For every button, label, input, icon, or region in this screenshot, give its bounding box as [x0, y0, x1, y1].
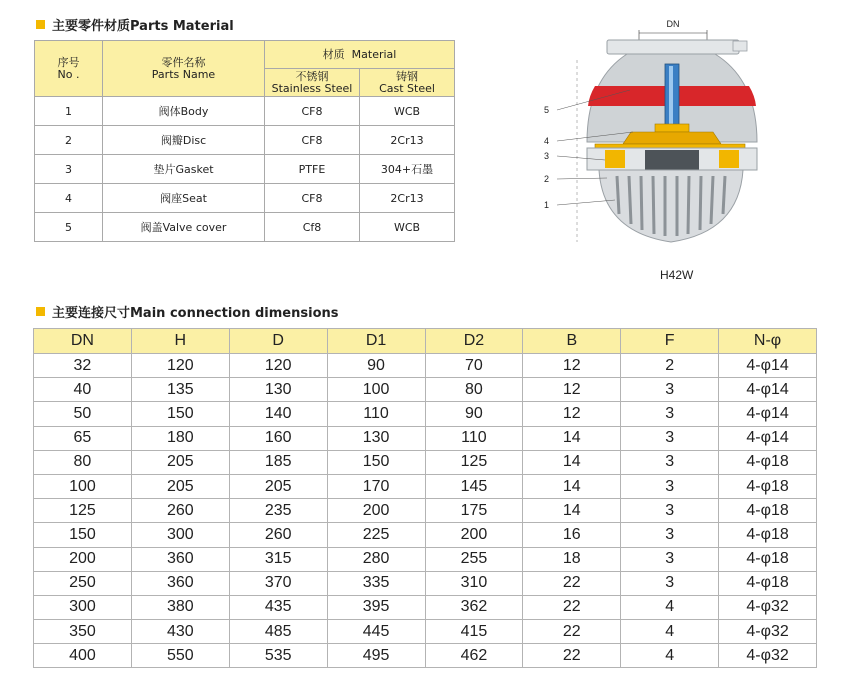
dims-cell: 12 — [523, 378, 621, 402]
dims-cell: 100 — [327, 378, 425, 402]
table-row — [34, 474, 817, 498]
cell-cast: 2Cr13 — [360, 184, 455, 213]
cell-part-name: 阀体Body — [103, 97, 265, 126]
dims-cell: 435 — [229, 595, 327, 619]
dims-cell: 370 — [229, 571, 327, 595]
table-row — [34, 620, 817, 644]
dims-cell: 4-φ18 — [719, 547, 817, 571]
dims-cell: 125 — [425, 450, 523, 474]
header-cast — [360, 69, 455, 97]
callout-number: 2 — [544, 174, 550, 184]
dims-table-body — [34, 354, 817, 668]
cell-stainless: CF8 — [265, 126, 360, 155]
bullet-square-icon — [36, 20, 45, 29]
callout-number: 3 — [544, 151, 550, 161]
table-row — [34, 644, 817, 668]
dims-cell: 4-φ14 — [719, 402, 817, 426]
cell-stainless: PTFE — [265, 155, 360, 184]
table-row — [35, 213, 455, 242]
dims-cell: 120 — [229, 354, 327, 378]
dims-cell: 90 — [327, 354, 425, 378]
dims-cell: 170 — [327, 474, 425, 498]
dims-cell: 140 — [229, 402, 327, 426]
dims-header-cell: F — [621, 329, 719, 354]
dims-cell: 110 — [327, 402, 425, 426]
dims-cell: 110 — [425, 426, 523, 450]
top-flange — [607, 40, 739, 54]
dimensions-table — [33, 328, 817, 668]
dims-cell: 4-φ14 — [719, 378, 817, 402]
dims-cell: 3 — [621, 499, 719, 523]
dims-header-cell: H — [131, 329, 229, 354]
cell-part-name: 阀瓣Disc — [103, 126, 265, 155]
dims-cell: 250 — [34, 571, 132, 595]
dims-cell: 175 — [425, 499, 523, 523]
dims-cell: 100 — [34, 474, 132, 498]
dims-cell: 40 — [34, 378, 132, 402]
header-cs-cn: 铸钢 — [396, 69, 418, 83]
dims-cell: 200 — [34, 547, 132, 571]
dn-label: DN — [666, 19, 680, 29]
table-row — [34, 402, 817, 426]
dims-cell: 32 — [34, 354, 132, 378]
dims-cell: 300 — [131, 523, 229, 547]
dims-cell: 80 — [34, 450, 132, 474]
dims-cell: 3 — [621, 547, 719, 571]
dims-cell: 160 — [229, 426, 327, 450]
header-part-name — [103, 41, 265, 97]
dims-header-row — [34, 329, 817, 354]
header-material: 材质 Material — [265, 41, 455, 69]
dims-cell: 350 — [34, 620, 132, 644]
table-row — [34, 499, 817, 523]
header-ss-en: Stainless Steel — [271, 81, 353, 95]
dims-cell: 485 — [229, 620, 327, 644]
cell-stainless: CF8 — [265, 184, 360, 213]
dims-cell: 150 — [131, 402, 229, 426]
table-row — [34, 450, 817, 474]
cell-no: 5 — [35, 213, 103, 242]
dims-cell: 14 — [523, 426, 621, 450]
dims-cell: 4-φ18 — [719, 499, 817, 523]
parts-table-body — [35, 97, 455, 242]
dims-cell: 4-φ18 — [719, 450, 817, 474]
dims-cell: 550 — [131, 644, 229, 668]
callout-number: 1 — [544, 200, 550, 210]
cell-cast: 304+石墨 — [360, 155, 455, 184]
dims-cell: 200 — [327, 499, 425, 523]
table-row — [35, 184, 455, 213]
dims-header-cell: D2 — [425, 329, 523, 354]
table-row — [34, 571, 817, 595]
header-no-en: No . — [57, 67, 80, 81]
table-row — [35, 97, 455, 126]
dims-cell: 380 — [131, 595, 229, 619]
header-no — [35, 41, 103, 97]
dims-cell: 65 — [34, 426, 132, 450]
dims-cell: 360 — [131, 547, 229, 571]
parts-title-text: 主要零件材质Parts Material — [52, 19, 234, 34]
dims-cell: 200 — [425, 523, 523, 547]
header-name-cn: 零件名称 — [161, 55, 206, 69]
dims-header-cell: DN — [34, 329, 132, 354]
cell-stainless: CF8 — [265, 97, 360, 126]
table-row — [34, 354, 817, 378]
cell-cast: WCB — [360, 97, 455, 126]
dims-cell: 14 — [523, 450, 621, 474]
dims-cell: 50 — [34, 402, 132, 426]
dims-cell: 462 — [425, 644, 523, 668]
dims-cell: 4-φ18 — [719, 474, 817, 498]
dims-cell: 4 — [621, 620, 719, 644]
cell-cast: WCB — [360, 213, 455, 242]
dims-cell: 120 — [131, 354, 229, 378]
dims-cell: 3 — [621, 378, 719, 402]
strainer-basket — [599, 170, 743, 242]
table-row — [34, 378, 817, 402]
dims-cell: 130 — [327, 426, 425, 450]
cell-no: 1 — [35, 97, 103, 126]
header-cs-en: Cast Steel — [379, 81, 435, 95]
dims-cell: 205 — [131, 474, 229, 498]
dims-cell: 495 — [327, 644, 425, 668]
cell-part-name: 阀盖Valve cover — [103, 213, 265, 242]
valve-diagram — [535, 10, 805, 290]
table-row — [34, 426, 817, 450]
dims-cell: 4-φ32 — [719, 595, 817, 619]
cell-part-name: 垫片Gasket — [103, 155, 265, 184]
dims-cell: 14 — [523, 499, 621, 523]
dims-cell: 135 — [131, 378, 229, 402]
dims-cell: 70 — [425, 354, 523, 378]
dims-cell: 4 — [621, 644, 719, 668]
dims-cell: 310 — [425, 571, 523, 595]
dims-cell: 4 — [621, 595, 719, 619]
dims-header-cell: D — [229, 329, 327, 354]
dims-cell: 4-φ18 — [719, 571, 817, 595]
dims-cell: 185 — [229, 450, 327, 474]
dims-cell: 16 — [523, 523, 621, 547]
cell-no: 3 — [35, 155, 103, 184]
dims-cell: 315 — [229, 547, 327, 571]
table-row — [34, 547, 817, 571]
dims-cell: 180 — [131, 426, 229, 450]
dims-cell: 4-φ14 — [719, 354, 817, 378]
dims-cell: 395 — [327, 595, 425, 619]
dims-cell: 400 — [34, 644, 132, 668]
callout-number: 4 — [544, 136, 550, 146]
dims-cell: 125 — [34, 499, 132, 523]
dims-cell: 300 — [34, 595, 132, 619]
dims-cell: 4-φ18 — [719, 523, 817, 547]
dims-cell: 12 — [523, 354, 621, 378]
dims-header-cell: N-φ — [719, 329, 817, 354]
cell-no: 4 — [35, 184, 103, 213]
cell-part-name: 阀座Seat — [103, 184, 265, 213]
dims-cell: 150 — [327, 450, 425, 474]
table-row — [35, 126, 455, 155]
dims-cell: 4-φ32 — [719, 644, 817, 668]
dims-cell: 225 — [327, 523, 425, 547]
dims-cell: 3 — [621, 450, 719, 474]
dims-cell: 205 — [131, 450, 229, 474]
dims-cell: 235 — [229, 499, 327, 523]
dims-cell: 260 — [229, 523, 327, 547]
dims-header-cell: D1 — [327, 329, 425, 354]
dims-header-cell: B — [523, 329, 621, 354]
dims-cell: 3 — [621, 571, 719, 595]
dims-cell: 415 — [425, 620, 523, 644]
cell-no: 2 — [35, 126, 103, 155]
dims-cell: 260 — [131, 499, 229, 523]
dims-cell: 362 — [425, 595, 523, 619]
table-row — [35, 155, 455, 184]
dims-cell: 280 — [327, 547, 425, 571]
dims-cell: 430 — [131, 620, 229, 644]
dims-cell: 12 — [523, 402, 621, 426]
callout-number: 5 — [544, 105, 550, 115]
dims-cell: 255 — [425, 547, 523, 571]
dims-cell: 80 — [425, 378, 523, 402]
callout-leader-line — [557, 200, 615, 205]
dims-cell: 22 — [523, 571, 621, 595]
dims-cell: 145 — [425, 474, 523, 498]
dims-cell: 22 — [523, 620, 621, 644]
dims-cell: 22 — [523, 595, 621, 619]
cell-stainless: Cf8 — [265, 213, 360, 242]
bullet-square-icon — [36, 307, 45, 316]
dims-cell: 205 — [229, 474, 327, 498]
dims-cell: 445 — [327, 620, 425, 644]
dims-cell: 2 — [621, 354, 719, 378]
table-row — [34, 523, 817, 547]
dims-cell: 4-φ32 — [719, 620, 817, 644]
parts-material-table — [34, 40, 455, 242]
dims-cell: 22 — [523, 644, 621, 668]
dims-title-text: 主要连接尺寸Main connection dimensions — [52, 306, 339, 321]
dims-cell: 3 — [621, 426, 719, 450]
header-no-cn: 序号 — [57, 55, 80, 69]
dims-cell: 3 — [621, 474, 719, 498]
dims-cell: 18 — [523, 547, 621, 571]
header-name-en: Parts Name — [151, 67, 216, 81]
parts-section-title — [36, 15, 234, 34]
cell-cast: 2Cr13 — [360, 126, 455, 155]
dims-cell: 150 — [34, 523, 132, 547]
header-ss-cn: 不锈钢 — [295, 69, 329, 83]
dims-cell: 4-φ14 — [719, 426, 817, 450]
dims-cell: 90 — [425, 402, 523, 426]
dims-cell: 14 — [523, 474, 621, 498]
dims-section-title — [36, 302, 339, 321]
dims-cell: 3 — [621, 402, 719, 426]
valve-disc — [655, 124, 689, 132]
dims-cell: 535 — [229, 644, 327, 668]
dims-cell: 335 — [327, 571, 425, 595]
dims-cell: 360 — [131, 571, 229, 595]
header-stainless — [265, 69, 360, 97]
model-label: H42W — [660, 268, 694, 282]
table-row — [34, 595, 817, 619]
dims-cell: 3 — [621, 523, 719, 547]
dims-cell: 130 — [229, 378, 327, 402]
